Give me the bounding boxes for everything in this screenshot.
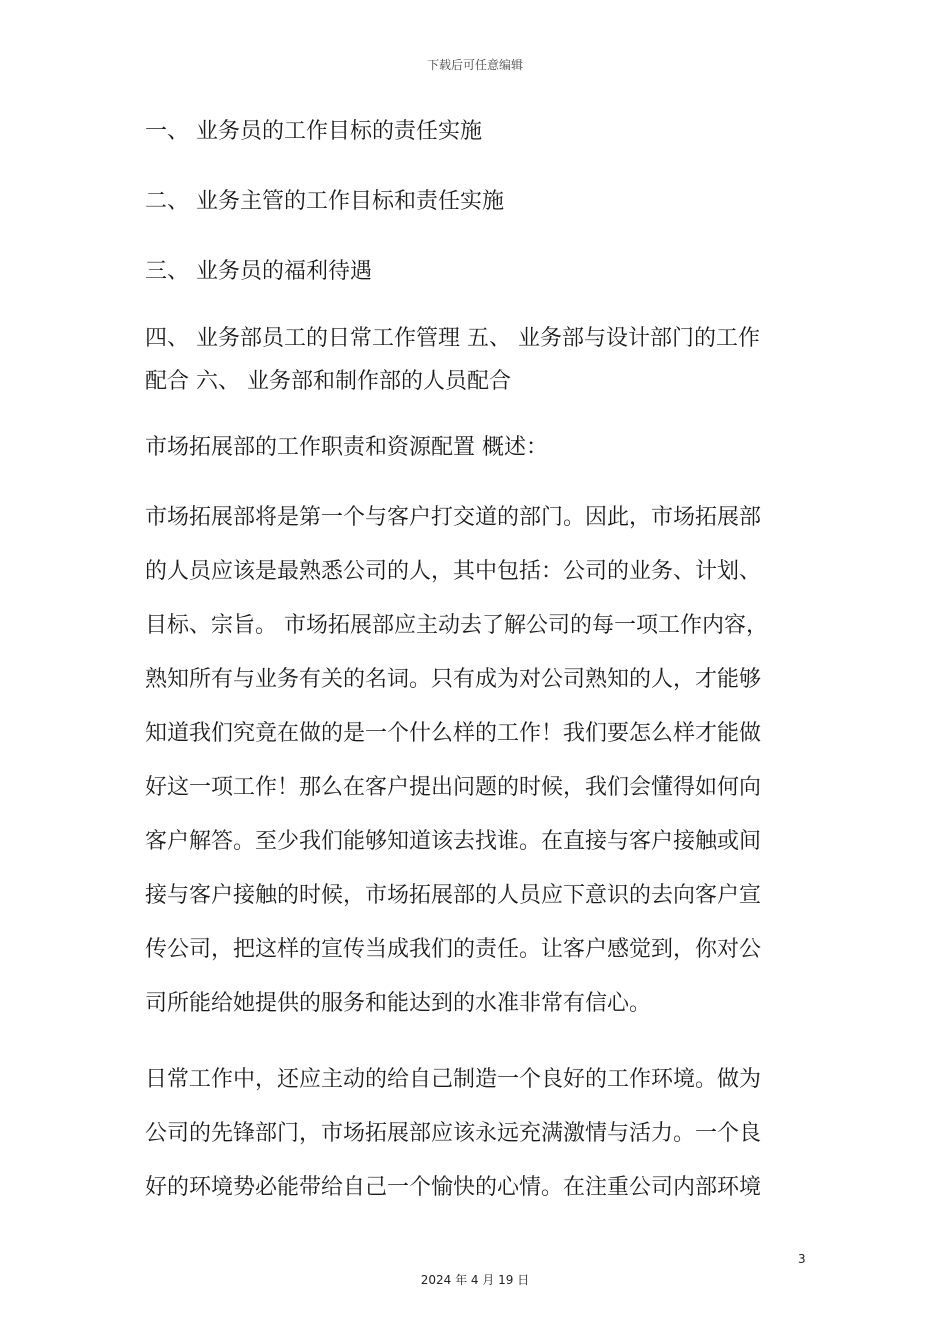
outline-item-2: 二、 业务主管的工作目标和责任实施 xyxy=(145,189,504,214)
paragraph-1-line: 司所能给她提供的服务和能达到的水准非常有信心。 xyxy=(145,991,652,1016)
paragraph-1-line: 接与客户接触的时候，市场拓展部的人员应下意识的去向客户宣 xyxy=(145,883,762,908)
paragraph-1 xyxy=(145,491,805,1031)
paragraph-1-line: 客户解答。至少我们能够知道该去找谁。在直接与客户接触或间 xyxy=(145,829,762,854)
document-body xyxy=(145,113,805,1215)
paragraph-1-line: 好这一项工作！那么在客户提出问题的时候，我们会懂得如何向 xyxy=(145,775,762,800)
paragraph-2-line: 日常工作中，还应主动的给自己制造一个良好的工作环境。做为 xyxy=(145,1067,762,1092)
outline-item-1: 一、 业务员的工作目标的责任实施 xyxy=(145,119,482,144)
outline-combined-line-2: 配合 六、 业务部和制作部的人员配合 xyxy=(145,369,511,394)
outline-item-3: 三、 业务员的福利待遇 xyxy=(145,259,372,284)
paragraph-1-line: 知道我们究竟在做的是一个什么样的工作！我们要怎么样才能做 xyxy=(145,721,762,746)
page-number: 3 xyxy=(798,1252,806,1266)
paragraph-1-line: 市场拓展部将是第一个与客户打交道的部门。因此，市场拓展部 xyxy=(145,505,762,530)
paragraph-2-line: 公司的先锋部门，市场拓展部应该永远充满激情与活力。一个良 xyxy=(145,1121,762,1146)
paragraph-1-line: 熟知所有与业务有关的名词。只有成为对公司熟知的人，才能够 xyxy=(145,667,762,692)
paragraph-2-line: 好的环境势必能带给自己一个愉快的心情。在注重公司内部环境 xyxy=(145,1175,762,1200)
page-header: 下载后可任意编辑 xyxy=(426,58,523,72)
paragraph-1-line: 传公司，把这样的宣传当成我们的责任。让客户感觉到，你对公 xyxy=(145,937,762,962)
outline-combined-line-1: 四、 业务部员工的日常工作管理 五、 业务部与设计部门的工作 xyxy=(145,326,760,351)
section-title: 市场拓展部的工作职责和资源配置 概述： xyxy=(145,435,548,460)
paragraph-1-line: 目标、宗旨。 市场拓展部应主动去了解公司的每一项工作内容， xyxy=(145,613,768,638)
paragraph-2 xyxy=(145,1053,805,1215)
footer-date: 2024 年 4 月 19 日 xyxy=(420,1273,530,1287)
paragraph-1-line: 的人员应该是最熟悉公司的人，其中包括：公司的业务、计划、 xyxy=(145,559,762,584)
outline-item-combined xyxy=(145,311,805,409)
